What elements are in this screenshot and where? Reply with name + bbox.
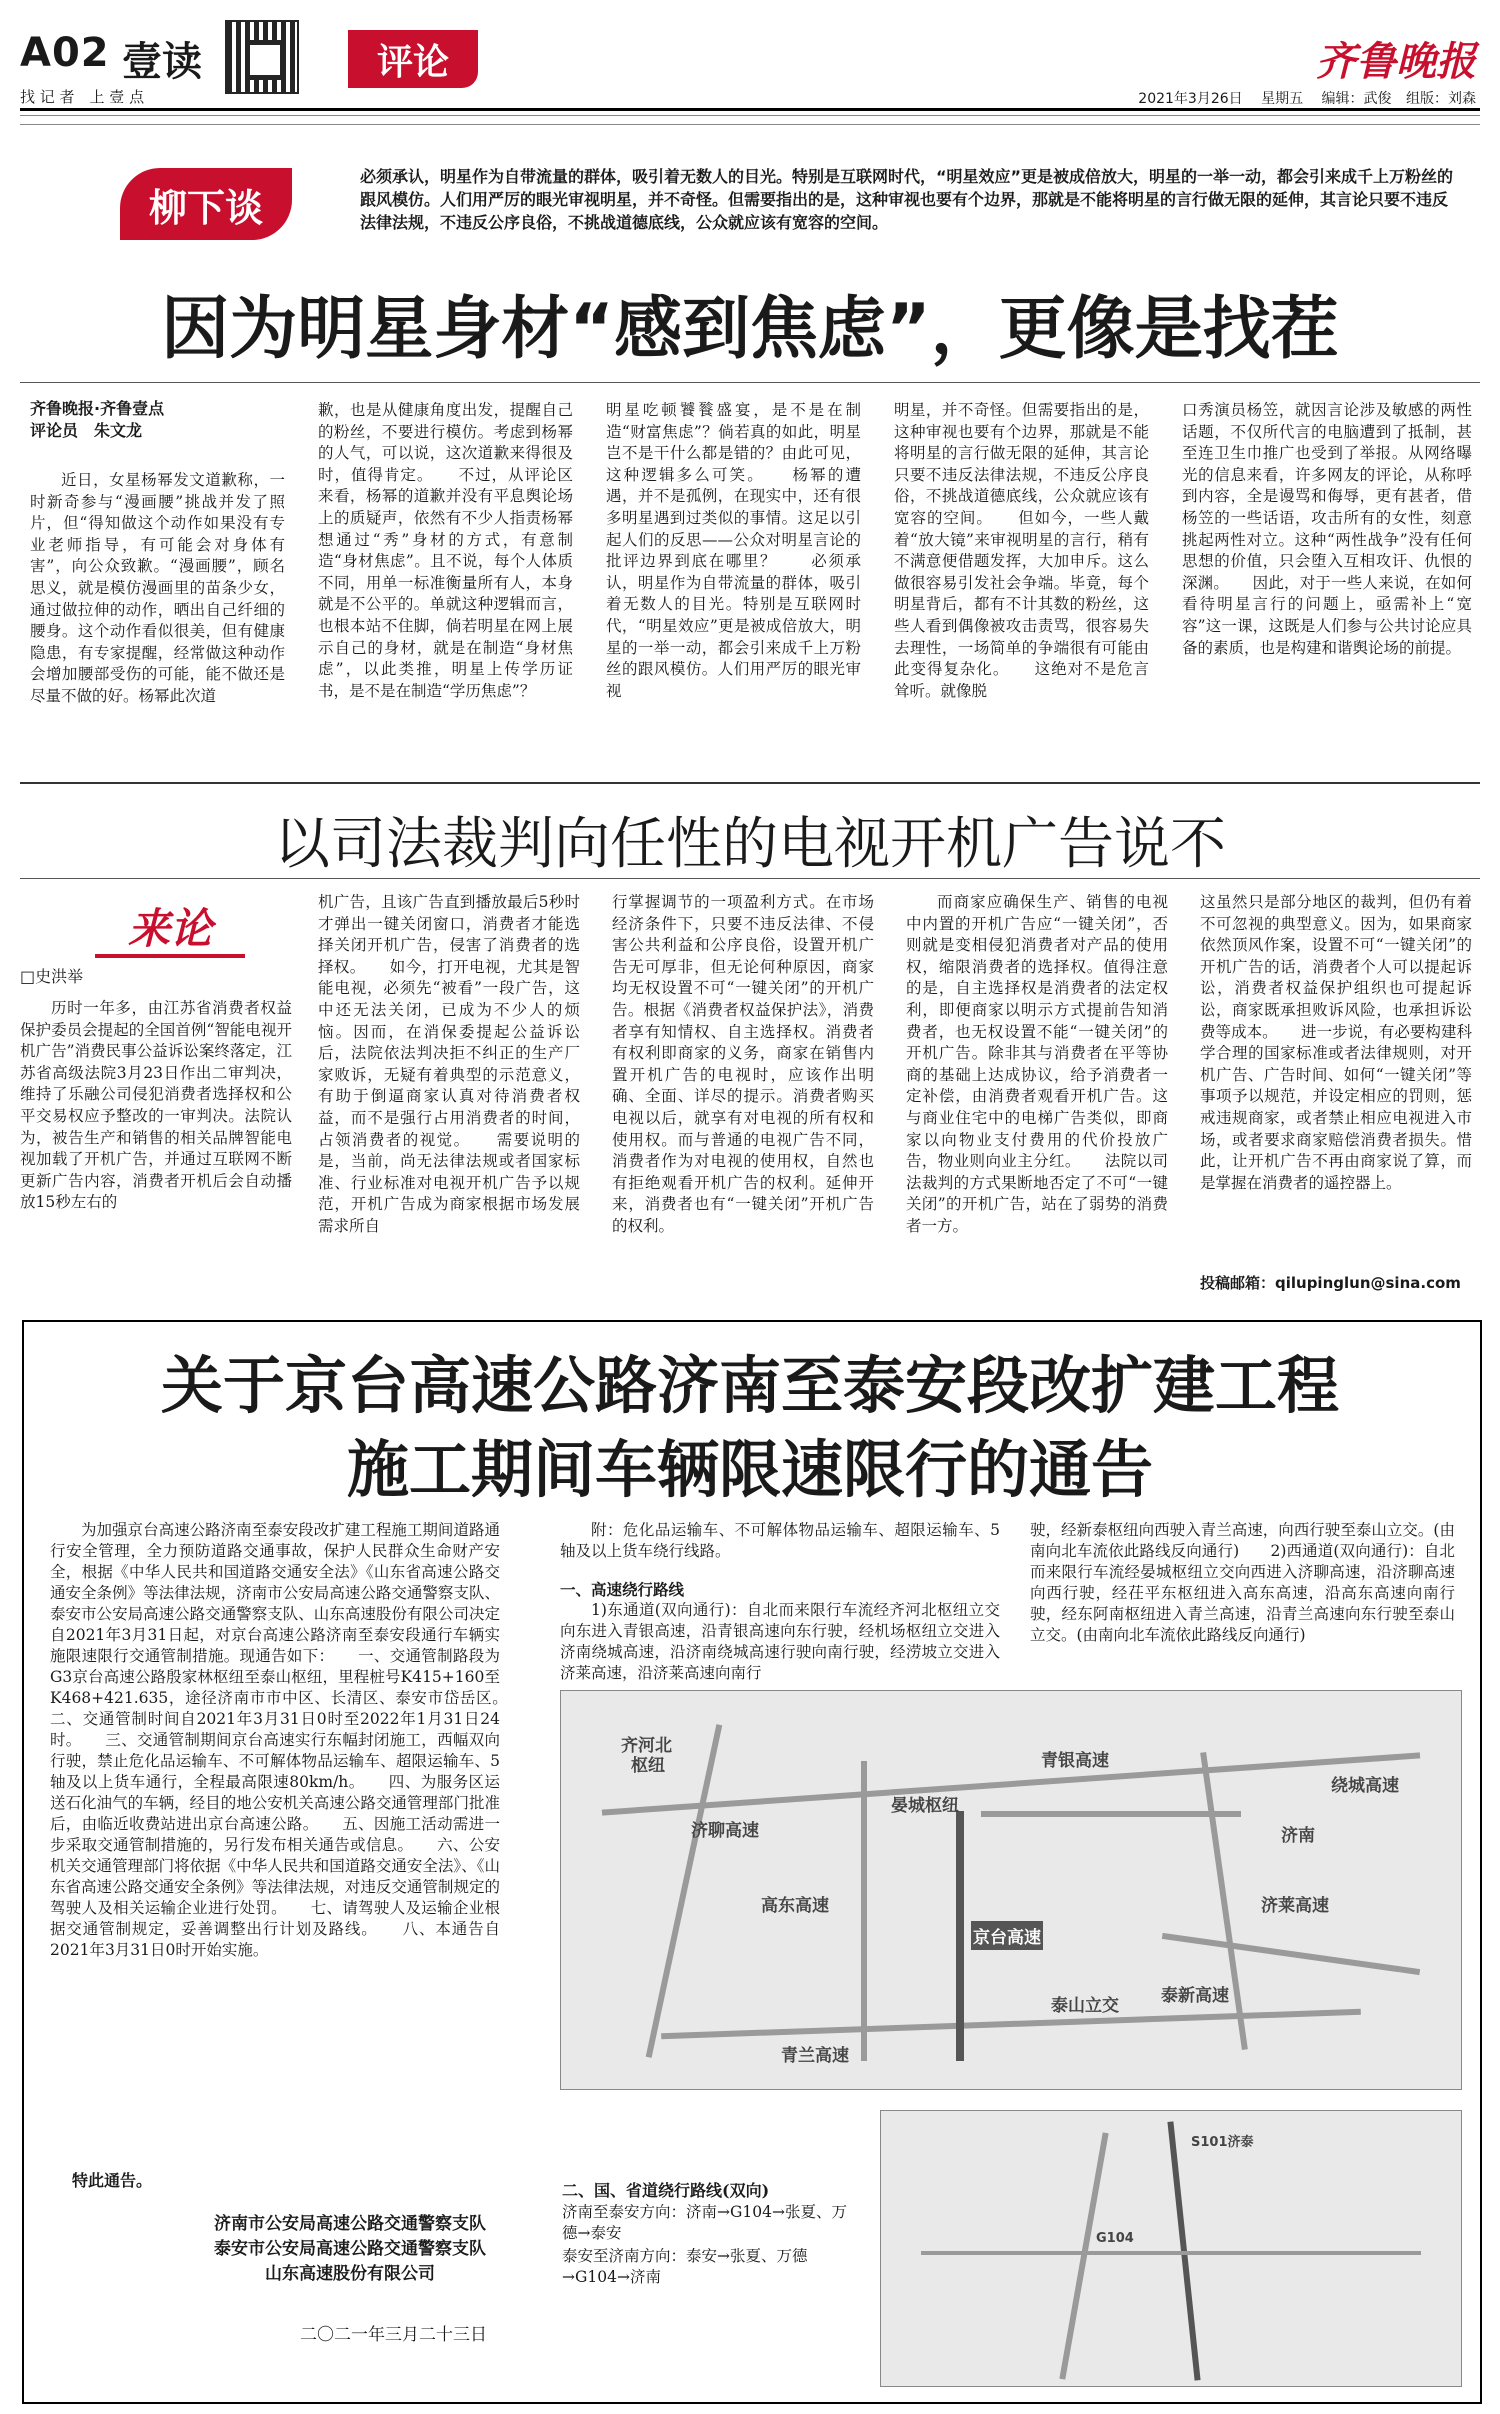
- issue-date: 2021年3月26日: [1138, 91, 1243, 107]
- map-label: 青银高速: [1041, 1751, 1109, 1771]
- article1-headline: 因为明星身材“感到焦虑”，更像是找茬: [161, 290, 1339, 369]
- map-label: 绕城高速: [1331, 1776, 1399, 1796]
- map-label: S101济泰: [1191, 2135, 1254, 2150]
- map-label: 济聊高速: [691, 1821, 759, 1841]
- page-number: A02: [20, 30, 110, 76]
- map-label: 济南: [1281, 1826, 1315, 1846]
- notice-col2-heading: 一、高速绕行路线: [560, 1580, 685, 1599]
- article2-col4: 而商家应确保生产、销售的电视中内置的开机广告应“一键关闭”，否则就是变相侵犯消费者对产品的使用权，缩限消费者的选择权。值得注意的是，自主选择权是消费者的法定权利，即便商家以明示方式提前告知消费者，也无权设置不能“一键关闭”的开机广告。除非其与消费者在平等协商的基础上达成协议，给予消费者一定补偿，由消费者观看开机广告。这与商业住宅中的电梯广告类似，即商家以向物业支付费用的代价投放广告，物业则向业主分红。 法院以司法裁判的方式果断地否定了不可“一键关闭”的开机广告，站在了弱势的消费者一方。: [906, 893, 1168, 1235]
- column-tag: 评论: [348, 30, 478, 88]
- newspaper-logo: 齐鲁晚报: [1316, 38, 1476, 85]
- article2-col1: 历时一年多，由江苏省消费者权益保护委员会提起的全国首例“智能电视开机广告”消费民事公益诉讼案终落定，江苏省高级法院3月23日作出二审判决，维持了乐融公司侵犯消费者选择权和公平交易权应予整改的一审判决。法院认为，被告生产和销售的相关品牌智能电视加载了开机广告，并通过互联网不断更新广告内容，消费者开机后会自动播放15秒左右的: [20, 999, 292, 1212]
- editor: 编辑：武俊: [1321, 91, 1392, 107]
- designer: 组版：刘森: [1406, 91, 1476, 107]
- map-label: 泰山立交: [1051, 1996, 1119, 2016]
- map-label: 泰新高速: [1161, 1986, 1229, 2006]
- issue-weekday: 星期五: [1261, 91, 1304, 107]
- notice-date: 二〇二一年三月二十三日: [300, 2325, 487, 2345]
- article1-byline: 齐鲁晚报·齐鲁壹点 评论员 朱文龙: [30, 399, 165, 440]
- route-taian-jinan: 泰安至济南方向：泰安→张夏、万德→G104→济南: [562, 2247, 808, 2286]
- article1-col5: 口秀演员杨笠，就因言论涉及敏感的两性话题，不仅所代言的电脑遭到了抵制，甚至连卫生巾推广也受到了举报。从网络曝光的信息来看，许多网友的评论，从称呼到内容，全是谩骂和侮辱，更有甚者，借杨笠的一些话语，攻击所有的女性，刻意挑起两性对立。这种“两性战争”没有任何思想的价值，只会堕入互相攻讦、仇恨的深渊。 因此，对于一些人来说，在如何看待明星言行的问题上，亟需补上“宽容”这一课，这既是人们参与公共讨论应具备的素质，也是构建和谐舆论场的前提。: [1182, 401, 1472, 657]
- masthead-rule: [20, 108, 1480, 111]
- map-label: 晏城枢纽: [891, 1796, 959, 1816]
- submit-email[interactable]: 投稿邮箱：qilupinglun@sina.com: [1200, 1274, 1461, 1292]
- article1-col4: 明星，并不奇怪。但需要指出的是，这种审视也要有个边界，那就是不能将明星的言行做无限的延伸，其言论只要不违反法律法规，不违反公序良俗，不挑战道德底线，公众就应该有宽容的空间。 但如今，一些人戴着“放大镜”来审视明星的言行，稍有不满意便借题发挥，大加申斥。这么做很容易引发社会争端。毕竟，每个明星背后，都有不计其数的粉丝，这些人看到偶像被攻击责骂，很容易失去理性，一场简单的争端很有可能由此变得复杂化。 这绝对不是危言耸听。就像脱: [894, 401, 1149, 700]
- rule: [20, 782, 1480, 784]
- qr-code-icon[interactable]: [225, 20, 299, 94]
- map-label: 济莱高速: [1261, 1896, 1329, 1916]
- notice-col1: 为加强京台高速公路济南至泰安段改扩建工程施工期间道路通行安全管理，全力预防道路交通事故，保护人民群众生命财产安全，根据《中华人民共和国道路交通安全法》《山东省高速公路交通安全条例》等法律法规，济南市公安局高速公路交通警察支队、泰安市公安局高速公路交通警察支队、山东高速股份有限公司决定自2021年3月31日起，对京台高速公路济南至泰安段通行车辆实施限速限行交通管制措施。现通告如下： 一、交通管制路段为G3京台高速公路殷家林枢纽至泰山枢纽，里程桩号K415+160至K468+421.635，途径济南市市中区、长清区、泰安市岱岳区。 二、交通管制时间自2021年3月31日0时至2022年1月31日24时。 三、交通管制期间京台高速实行东幅封闭施工，西幅双向行驶，禁止危化品运输车、不可解体物品运输车、超限运输车、5轴及以上货车通行，全程最高限速80km/h。 四、为服务区运送石化油气的车辆，经目的地公安机关高速公路交通管理部门批准后，由临近收费站进出京台高速公路。 五、因施工活动需进一步采取交通管制措施的，另行发布相关通告或信息。 六、公安机关交通管理部门将依据《中华人民共和国道路交通安全法》、《山东省高速公路交通安全条例》等法律法规，对违反交通管制规定的驾驶人及相关运输企业进行处罚。 七、请驾驶人及运输企业根据交通管制规定，妥善调整出行计划及路线。 八、本通告自2021年3月31日0时开始实施。: [50, 1521, 532, 1959]
- lailun-tag: 来论: [95, 898, 245, 958]
- detour-map: [560, 1690, 1462, 2090]
- article2-col3: 行掌握调节的一项盈利方式。在市场经济条件下，只要不违反法律、不侵害公共利益和公序良俗，设置开机广告无可厚非，但无论何种原因，商家均无权设置不可“一键关闭”的开机广告。根据《消费者权益保护法》，消费者享有知情权、自主选择权。消费者有权利即商家的义务，商家在销售内置开机广告的电视时，应该作出明确、全面、详尽的提示。消费者购买电视以后，就享有对电视的所有权和使用权。而与普通的电视广告不同，消费者作为对电视的使用权，自然也有拒绝观看开机广告的权利。延伸开来，消费者也有“一键关闭”开机广告的权利。: [612, 893, 874, 1235]
- map-label: 齐河北: [621, 1736, 672, 1756]
- rule: [20, 382, 1480, 383]
- map-label: 青兰高速: [781, 2046, 849, 2066]
- article1-col2: 歉，也是从健康角度出发，提醒自己的粉丝，不要进行模仿。考虑到杨幂的人气，可以说，这次道歉来得很及时，值得肯定。 不过，从评论区来看，杨幂的道歉并没有平息舆论场上的质疑声，依然有不少人指责杨幂想通过“秀”身材的方式，有意制造“身材焦虑”。且不说，每个人体质不同，用单一标准衡量所有人，本身就是不公平的。单就这种逻辑而言，也根本站不住脚，倘若明星在网上展示自己的身材，就是在制造“身材焦虑”，以此类推，明星上传学历证书，是不是在制造“学历焦虑”？: [318, 401, 573, 700]
- map-label: 枢纽: [631, 1756, 665, 1776]
- article2-headline: 以司法裁判向任性的电视开机广告说不: [274, 812, 1226, 877]
- map-label: 高东高速: [761, 1896, 829, 1916]
- map-label: 京台高速: [971, 1921, 1043, 1950]
- article2-author: □史洪举: [20, 967, 84, 986]
- route-heading: 二、国、省道绕行路线(双向): [562, 2181, 770, 2200]
- notice-col2-body: 1)东通道(双向通行)：自北而来限行车流经齐河北枢纽立交向东进入青银高速，沿青银高速向东行驶，经机场枢纽立交进入济南绕城高速，沿济南绕城高速行驶向南行驶，经涝坡立交进入济莱高速，沿济莱高速向南行: [560, 1601, 1000, 1682]
- map-label: G104: [1096, 2231, 1134, 2246]
- article2-col5: 这虽然只是部分地区的裁判，但仍有着不可忽视的典型意义。因为，如果商家依然顶风作案，设置不可“一键关闭”的开机广告的话，消费者个人可以提起诉讼，消费者权益保护组织也可提起诉讼，商家既承担败诉风险，也承担诉讼费等成本。 进一步说，有必要构建科学合理的国家标准或者法律规则，对开机广告、广告时间、如何“一键关闭”等事项予以规范，并设定相应的罚则，惩戒违规商家，或者禁止相应电视进入市场，或者要求商家赔偿消费者损失。惜此，让开机广告不再由商家说了算，而是掌握在消费者的遥控器上。: [1200, 893, 1472, 1192]
- notice-col2-note: 附：危化品运输车、不可解体物品运输车、超限运输车、5轴及以上货车绕行线路。: [560, 1521, 1000, 1560]
- notice-col3-body: 驶，经新泰枢纽向西驶入青兰高速，向西行驶至泰山立交。(由南向北车流依此路线反向通行) 2)西通道(双向通行)：自北而来限行车流经晏城枢纽立交向西进入济聊高速，沿济聊高速向西行驶，经茌平东枢纽进入高东高速，沿高东高速向南行驶，经东阿南枢纽进入青兰高速，沿青兰高速向东行驶至泰山立交。(由南向北车流依此路线反向通行): [1030, 1521, 1455, 1644]
- notice-signatories: 济南市公安局高速公路交通警察支队 泰安市公安局高速公路交通警察支队 山东高速股份有限公司: [214, 2214, 486, 2284]
- masthead-rule-thin: [20, 115, 1480, 125]
- article1-intro: 必须承认，明星作为自带流量的群体，吸引着无数人的目光。特别是互联网时代，“明星效应”更是被成倍放大，明星的一举一动，都会引来成千上万粉丝的跟风模仿。人们用严厉的眼光审视明星，并不奇怪。但需要指出的是，这种审视也要有个边界，那就是不能将明星的言行做无限的延伸，其言论只要不违反法律法规，不违反公序良俗，不挑战道德底线，公众就应该有宽容的空间。: [360, 167, 1454, 232]
- left-subtitle: 找 记 者 上 壹 点: [20, 88, 145, 106]
- article1-col3: 明星吃顿饕餮盛宴，是不是在制造“财富焦虑”？倘若真的如此，明星岂不是干什么都是错的？由此可见，这种逻辑多么可笑。 杨幂的遭遇，并不是孤例，在现实中，还有很多明星遇到过类似的事情。这足以引起人们的反思——公众对明星言论的批评边界到底在哪里？ 必须承认，明星作为自带流量的群体，吸引着无数人的目光。特别是互联网时代，“明星效应”更是被成倍放大，明星的一举一动，都会引来成千上万粉丝的跟风模仿。人们用严厉的眼光审视: [606, 401, 861, 700]
- route-map: [880, 2110, 1462, 2387]
- article1-col1: 近日，女星杨幂发文道歉称，一时新奇参与“漫画腰”挑战并发了照片，但“得知做这个动作如果没有专业老师指导，有可能会对身体有害”，向公众致歉。“漫画腰”，顾名思义，就是模仿漫画里的苗条少女，通过做拉伸的动作，晒出自己纤细的腰身。这个动作看似很美，但有健康隐患，有专家提醒，经常做这种动作会增加腰部受伤的可能，能不做还是尽量不做的好。杨幂此次道: [30, 471, 285, 705]
- rule: [20, 878, 1480, 879]
- section-title: 壹读: [122, 38, 202, 85]
- notice-special: 特此通告。: [72, 2171, 153, 2190]
- liuxiatan-tag: 柳下谈: [120, 168, 292, 240]
- header-meta: [1138, 88, 1476, 108]
- article2-col2: 机广告，且该广告直到播放最后5秒时才弹出一键关闭窗口，消费者才能选择关闭开机广告，侵害了消费者的选择权。 如今，打开电视，尤其是智能电视，必须先“被看”一段广告，这中还无法关闭，已成为不少人的烦恼。因而，在消保委提起公益诉讼后，法院依法判决拒不纠正的生产厂家败诉，无疑有着典型的示范意义，有助于倒逼商家认真对待消费者权益，而不是强行占用消费者的时间，占领消费者的视觉。 需要说明的是，当前，尚无法律法规或者国家标准、行业标准对电视开机广告予以规范，开机广告成为商家根据市场发展需求所自: [318, 893, 580, 1235]
- route-jinan-taian: 济南至泰安方向：济南→G104→张夏、万德→泰安: [562, 2203, 847, 2242]
- notice-headline-1: 关于京台高速公路济南至泰安段改扩建工程: [160, 1349, 1339, 1422]
- notice-headline-2: 施工期间车辆限速限行的通告: [346, 1433, 1153, 1506]
